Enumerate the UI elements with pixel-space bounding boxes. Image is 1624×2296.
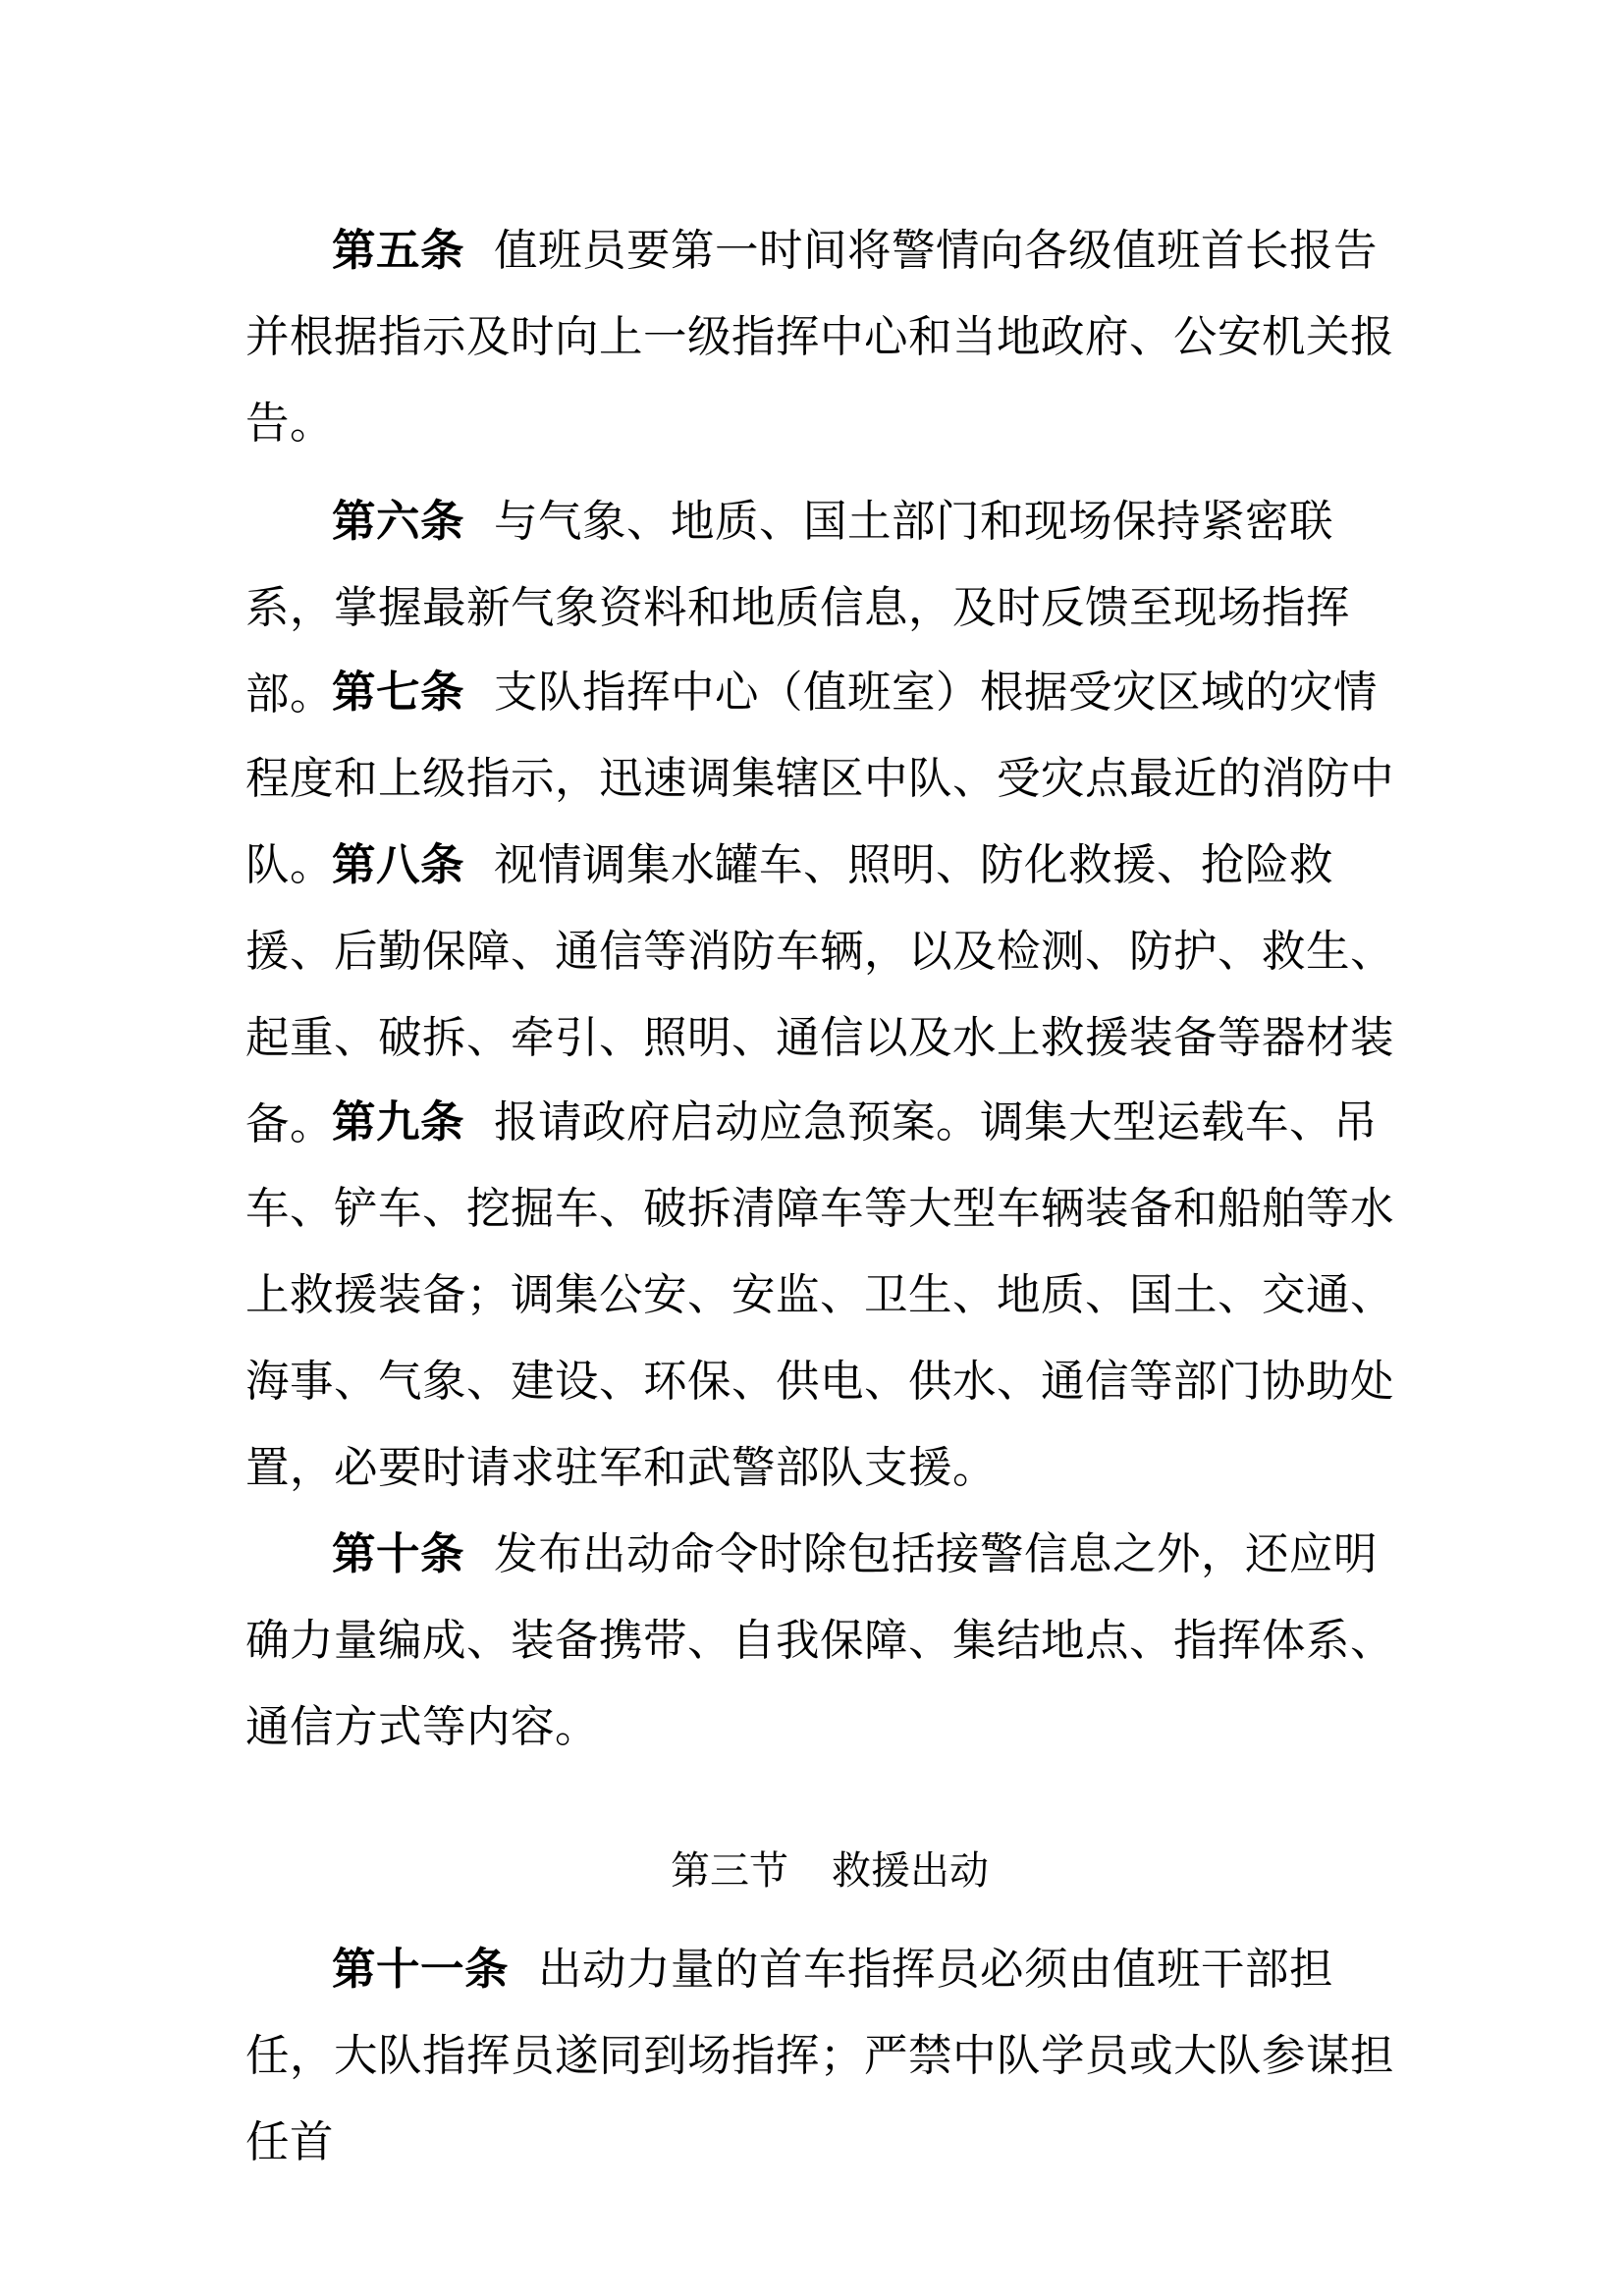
section-number: 第三节 (671, 1848, 788, 1894)
article-9-text: 报请政府启动应急预案。调集大型运载车、吊车、铲车、挖掘车、破拆清障车等大型车辆装备和船舶等水上救援装备；调集公安、安监、卫生、地质、国土、交通、海事、气象、建设、环保、供电、供水、通信等部门协助处置，必要时请求驻军和武警部队支援。 (245, 1097, 1395, 1493)
article-5-text: 值班员要第一时间将警情向各级值班首长报告并根据指示及时向上一级指挥中心和当地政府、公安机关报告。 (245, 226, 1395, 449)
article-7-text: 支队指挥中心（值班室）根据受灾区域的灾情程度和上级指示，迅速调集辖区中队、受灾点最近的消防中队。 (245, 667, 1395, 890)
article-6-label: 第六条 (332, 497, 465, 547)
article-8-label: 第八条 (332, 840, 465, 890)
article-6-text: 与气象、地质、国土部门和现场保持紧密联系，掌握最新气象资料和地质信息，及时反馈至现场指挥部。 (245, 497, 1351, 720)
article-10-label: 第十条 (332, 1529, 465, 1579)
article-5 (245, 208, 1414, 467)
article-11-label: 第十一条 (332, 1945, 510, 1995)
article-9-label: 第九条 (332, 1097, 465, 1148)
article-10-text: 发布出动命令时除包括接警信息之外，还应明确力量编成、装备携带、自我保障、集结地点、指挥体系、通信方式等内容。 (245, 1529, 1395, 1752)
article-8-text: 视情调集水罐车、照明、防化救援、抢险救援、后勤保障、通信等消防车辆，以及检测、防护、救生、起重、破拆、牵引、照明、通信以及水上救援装备等器材装备。 (245, 840, 1395, 1149)
article-11 (245, 1927, 1414, 2186)
article-10 (245, 1512, 1414, 1771)
section-title: 救援出动 (832, 1848, 989, 1894)
article-11-text: 出动力量的首车指挥员必须由值班干部担任，大队指挥员遂同到场指挥；严禁中队学员或大队参谋担任首 (245, 1945, 1395, 2167)
section-heading (245, 1842, 1414, 1900)
article-9 (245, 1080, 1414, 1512)
article-7-label: 第七条 (332, 667, 465, 718)
article-5-label: 第五条 (332, 226, 465, 276)
